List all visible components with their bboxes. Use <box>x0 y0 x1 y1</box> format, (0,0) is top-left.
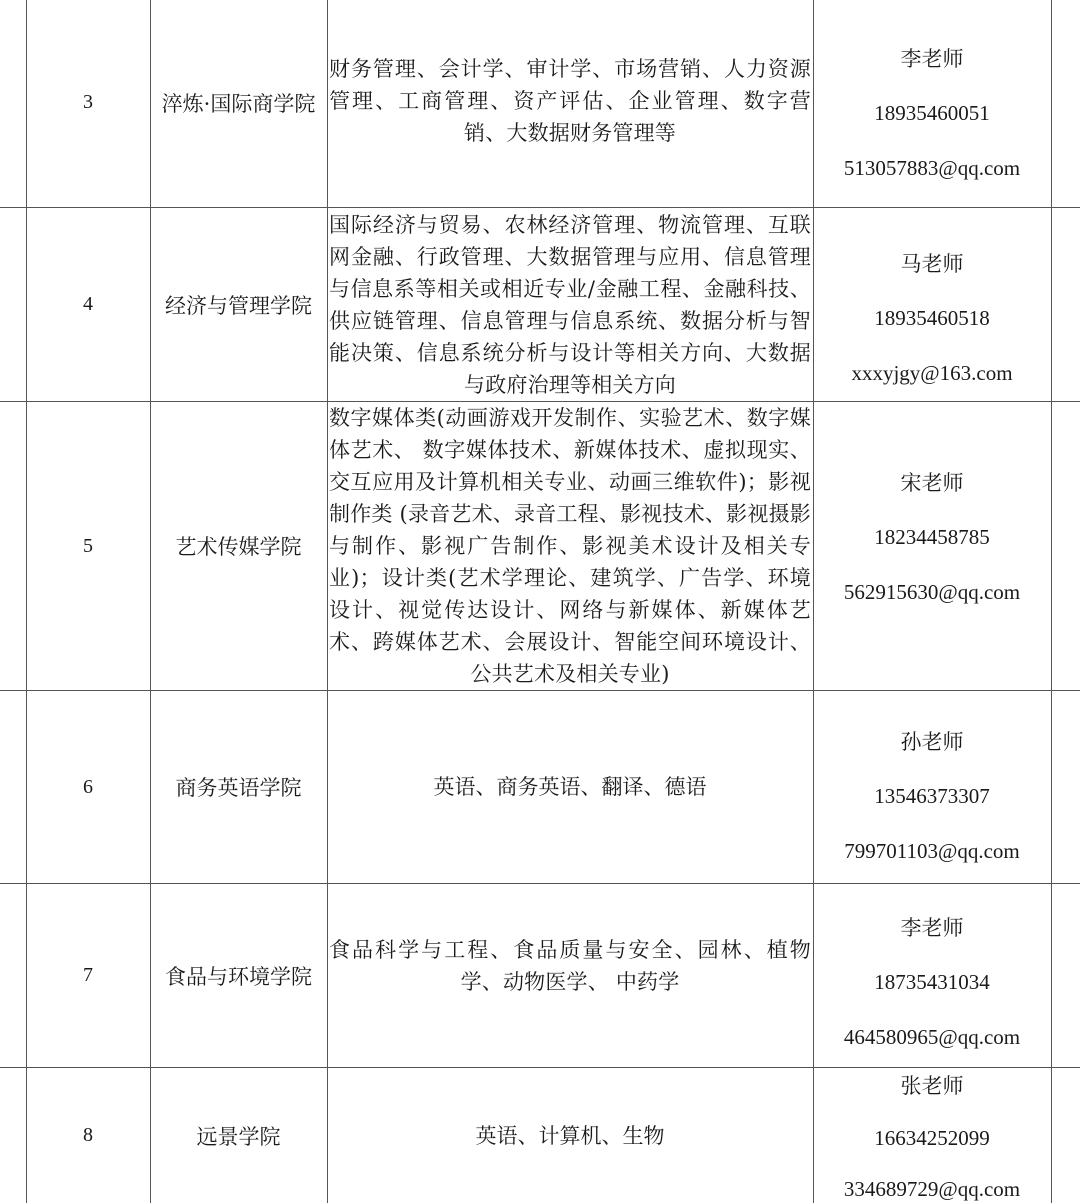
majors-text: 食品科学与工程、食品质量与安全、园林、植物学、动物医学、 中药学 <box>329 938 811 994</box>
contact-cell <box>813 1068 1051 1203</box>
table-row <box>0 207 1080 401</box>
table-row <box>0 0 1080 207</box>
row-number: 6 <box>83 775 93 798</box>
row-number: 7 <box>83 964 93 986</box>
majors-text: 数字媒体类(动画游戏开发制作、实验艺术、数字媒体艺术、 数字媒体技术、新媒体技术、虚拟现实、交互应用及计算机相关专业、动画三维软件)；影视制作类 (录音艺术、录音工程、影视技术、影视摄影与制作、影视广告制作、影视美术设计及相关专业)；设计类(艺术学理论、建筑学、广告学、环境设计、视觉传达设计、网络与新媒体、新媒体艺术、跨媒体艺术、会展设计、智能空间环境设计、公共艺术及相关专业) <box>329 406 811 686</box>
email-address: 334689729@qq.com <box>843 1177 1021 1201</box>
row-number: 4 <box>83 293 93 315</box>
majors-cell <box>327 0 813 207</box>
phone-number: 18935460051 <box>874 100 990 125</box>
email-address: 513057883@qq.com <box>843 155 1021 180</box>
email-address: xxxyjgy@163.com <box>851 360 1013 385</box>
majors-cell <box>327 402 813 690</box>
college-name: 艺术传媒学院 <box>175 535 302 559</box>
row-number: 8 <box>83 1124 93 1146</box>
phone-number: 16634252099 <box>874 1126 990 1150</box>
majors-text: 财务管理、会计学、审计学、市场营销、人力资源管理、工商管理、资产评估、企业管理、数字营销、大数据财务管理等 <box>329 57 811 145</box>
contact-cell <box>813 884 1051 1067</box>
teacher-name: 孙老师 <box>900 730 964 754</box>
column-divider <box>327 0 328 1203</box>
teacher-name: 张老师 <box>900 1074 964 1098</box>
college-name: 远景学院 <box>196 1124 281 1149</box>
row-number: 5 <box>83 534 93 557</box>
phone-number: 18735431034 <box>874 969 990 994</box>
column-divider <box>813 0 814 1203</box>
college-name: 商务英语学院 <box>175 776 302 800</box>
contact-cell <box>813 0 1051 207</box>
table-row <box>0 690 1080 883</box>
phone-number: 18935460518 <box>874 305 990 330</box>
college-name: 经济与管理学院 <box>165 293 312 318</box>
majors-cell <box>327 1068 813 1203</box>
majors-cell <box>327 691 813 883</box>
column-divider <box>1051 0 1052 1203</box>
table-row <box>0 401 1080 690</box>
row-number: 3 <box>83 91 93 113</box>
teacher-name: 李老师 <box>900 46 964 71</box>
contact-cell <box>813 691 1051 883</box>
teacher-name: 宋老师 <box>900 471 964 495</box>
college-name: 食品与环境学院 <box>165 964 312 989</box>
teacher-name: 李老师 <box>900 915 964 940</box>
table-row <box>0 1067 1080 1203</box>
phone-number: 13546373307 <box>874 784 990 808</box>
contact-cell <box>813 208 1051 401</box>
teacher-name: 马老师 <box>900 251 964 276</box>
majors-cell <box>327 884 813 1067</box>
majors-cell <box>327 208 813 401</box>
email-address: 562915630@qq.com <box>843 580 1021 604</box>
majors-text: 英语、计算机、生物 <box>475 1123 665 1148</box>
college-name: 淬炼·国际商学院 <box>161 91 316 116</box>
majors-text: 英语、商务英语、翻译、德语 <box>433 775 707 799</box>
phone-number: 18234458785 <box>874 525 990 549</box>
email-address: 799701103@qq.com <box>844 839 1020 863</box>
column-divider <box>26 0 27 1203</box>
contact-cell <box>813 402 1051 690</box>
majors-text: 国际经济与贸易、农林经济管理、物流管理、互联网金融、行政管理、大数据管理与应用、信息管理与信息系等相关或相近专业/金融工程、金融科技、供应链管理、信息管理与信息系统、数据分析与智能决策、信息系统分析与设计等相关方向、大数据与政府治理等相关方向 <box>329 212 811 397</box>
table-row <box>0 883 1080 1067</box>
column-divider <box>150 0 151 1203</box>
email-address: 464580965@qq.com <box>843 1024 1021 1049</box>
